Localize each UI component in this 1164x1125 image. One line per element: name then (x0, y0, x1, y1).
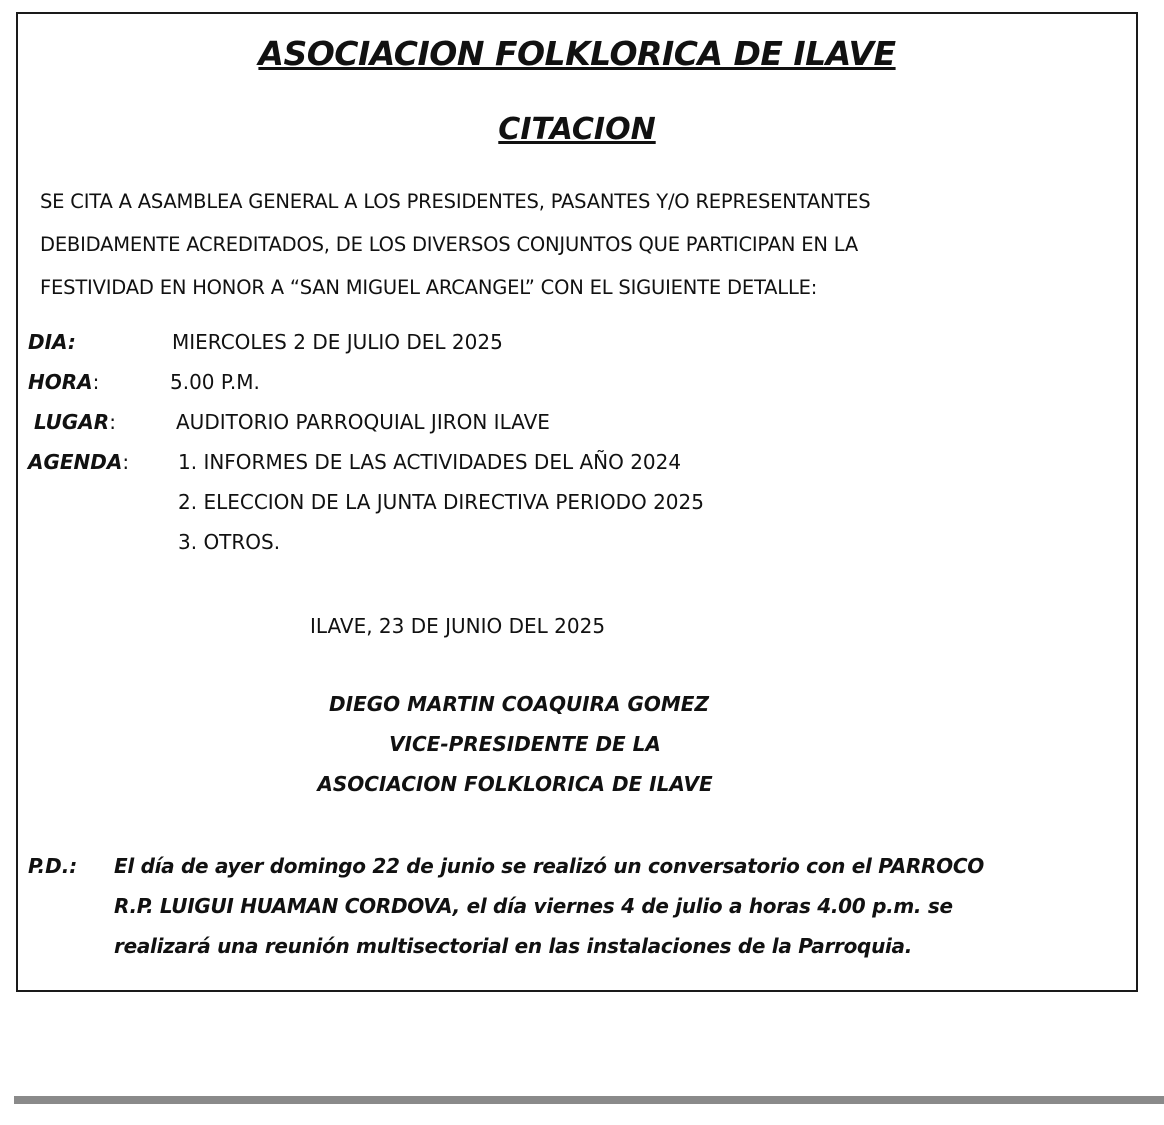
intro-paragraph (40, 180, 1130, 309)
intro-line: SE CITA A ASAMBLEA GENERAL A LOS PRESIDENTES, PASANTES Y/O REPRESENTANTES (40, 190, 871, 213)
document-title: ASOCIACION FOLKLORICA DE ILAVE (258, 34, 896, 73)
citation-document (16, 12, 1138, 992)
hora-colon: : (92, 370, 100, 394)
hora-label-text: HORA (28, 370, 93, 394)
lugar-label-text: LUGAR (34, 410, 110, 434)
postscript-label: P.D.: (28, 854, 78, 878)
agenda-label-text: AGENDA (28, 450, 123, 474)
signer-organization: ASOCIACION FOLKLORICA DE ILAVE (317, 772, 713, 796)
hora-value: 5.00 P.M. (170, 370, 260, 394)
bottom-divider (14, 1096, 1164, 1104)
hora-label (28, 362, 99, 402)
document-subtitle: CITACION (498, 112, 656, 147)
intro-line: FESTIVIDAD EN HONOR A “SAN MIGUEL ARCANGEL” CON EL SIGUIENTE DETALLE: (40, 276, 818, 299)
agenda-item-1: 1. INFORMES DE LAS ACTIVIDADES DEL AÑO 2024 (178, 450, 682, 474)
postscript-text (114, 846, 1130, 966)
postscript-line: R.P. LUIGUI HUAMAN CORDOVA, el día viernes 4 de julio a horas 4.00 p.m. se (114, 894, 953, 918)
postscript-line: El día de ayer domingo 22 de junio se realizó un conversatorio con el PARROCO (114, 854, 984, 878)
signer-name: DIEGO MARTIN COAQUIRA GOMEZ (329, 692, 709, 716)
signer-role: VICE-PRESIDENTE DE LA (389, 732, 661, 756)
agenda-item-2: 2. ELECCION DE LA JUNTA DIRECTIVA PERIODO 2025 (178, 490, 704, 514)
agenda-colon: : (122, 450, 130, 474)
postscript-line: realizará una reunión multisectorial en las instalaciones de la Parroquia. (114, 934, 913, 958)
lugar-label (34, 402, 116, 442)
dia-label: DIA: (28, 330, 76, 354)
lugar-colon: : (109, 410, 116, 434)
issue-date: ILAVE, 23 DE JUNIO DEL 2025 (310, 614, 606, 638)
lugar-value: AUDITORIO PARROQUIAL JIRON ILAVE (176, 410, 550, 434)
intro-line: DEBIDAMENTE ACREDITADOS, DE LOS DIVERSOS CONJUNTOS QUE PARTICIPAN EN LA (40, 233, 859, 256)
agenda-label (28, 442, 129, 482)
agenda-item-3: 3. OTROS. (178, 530, 281, 554)
dia-value: MIERCOLES 2 DE JULIO DEL 2025 (172, 330, 503, 354)
